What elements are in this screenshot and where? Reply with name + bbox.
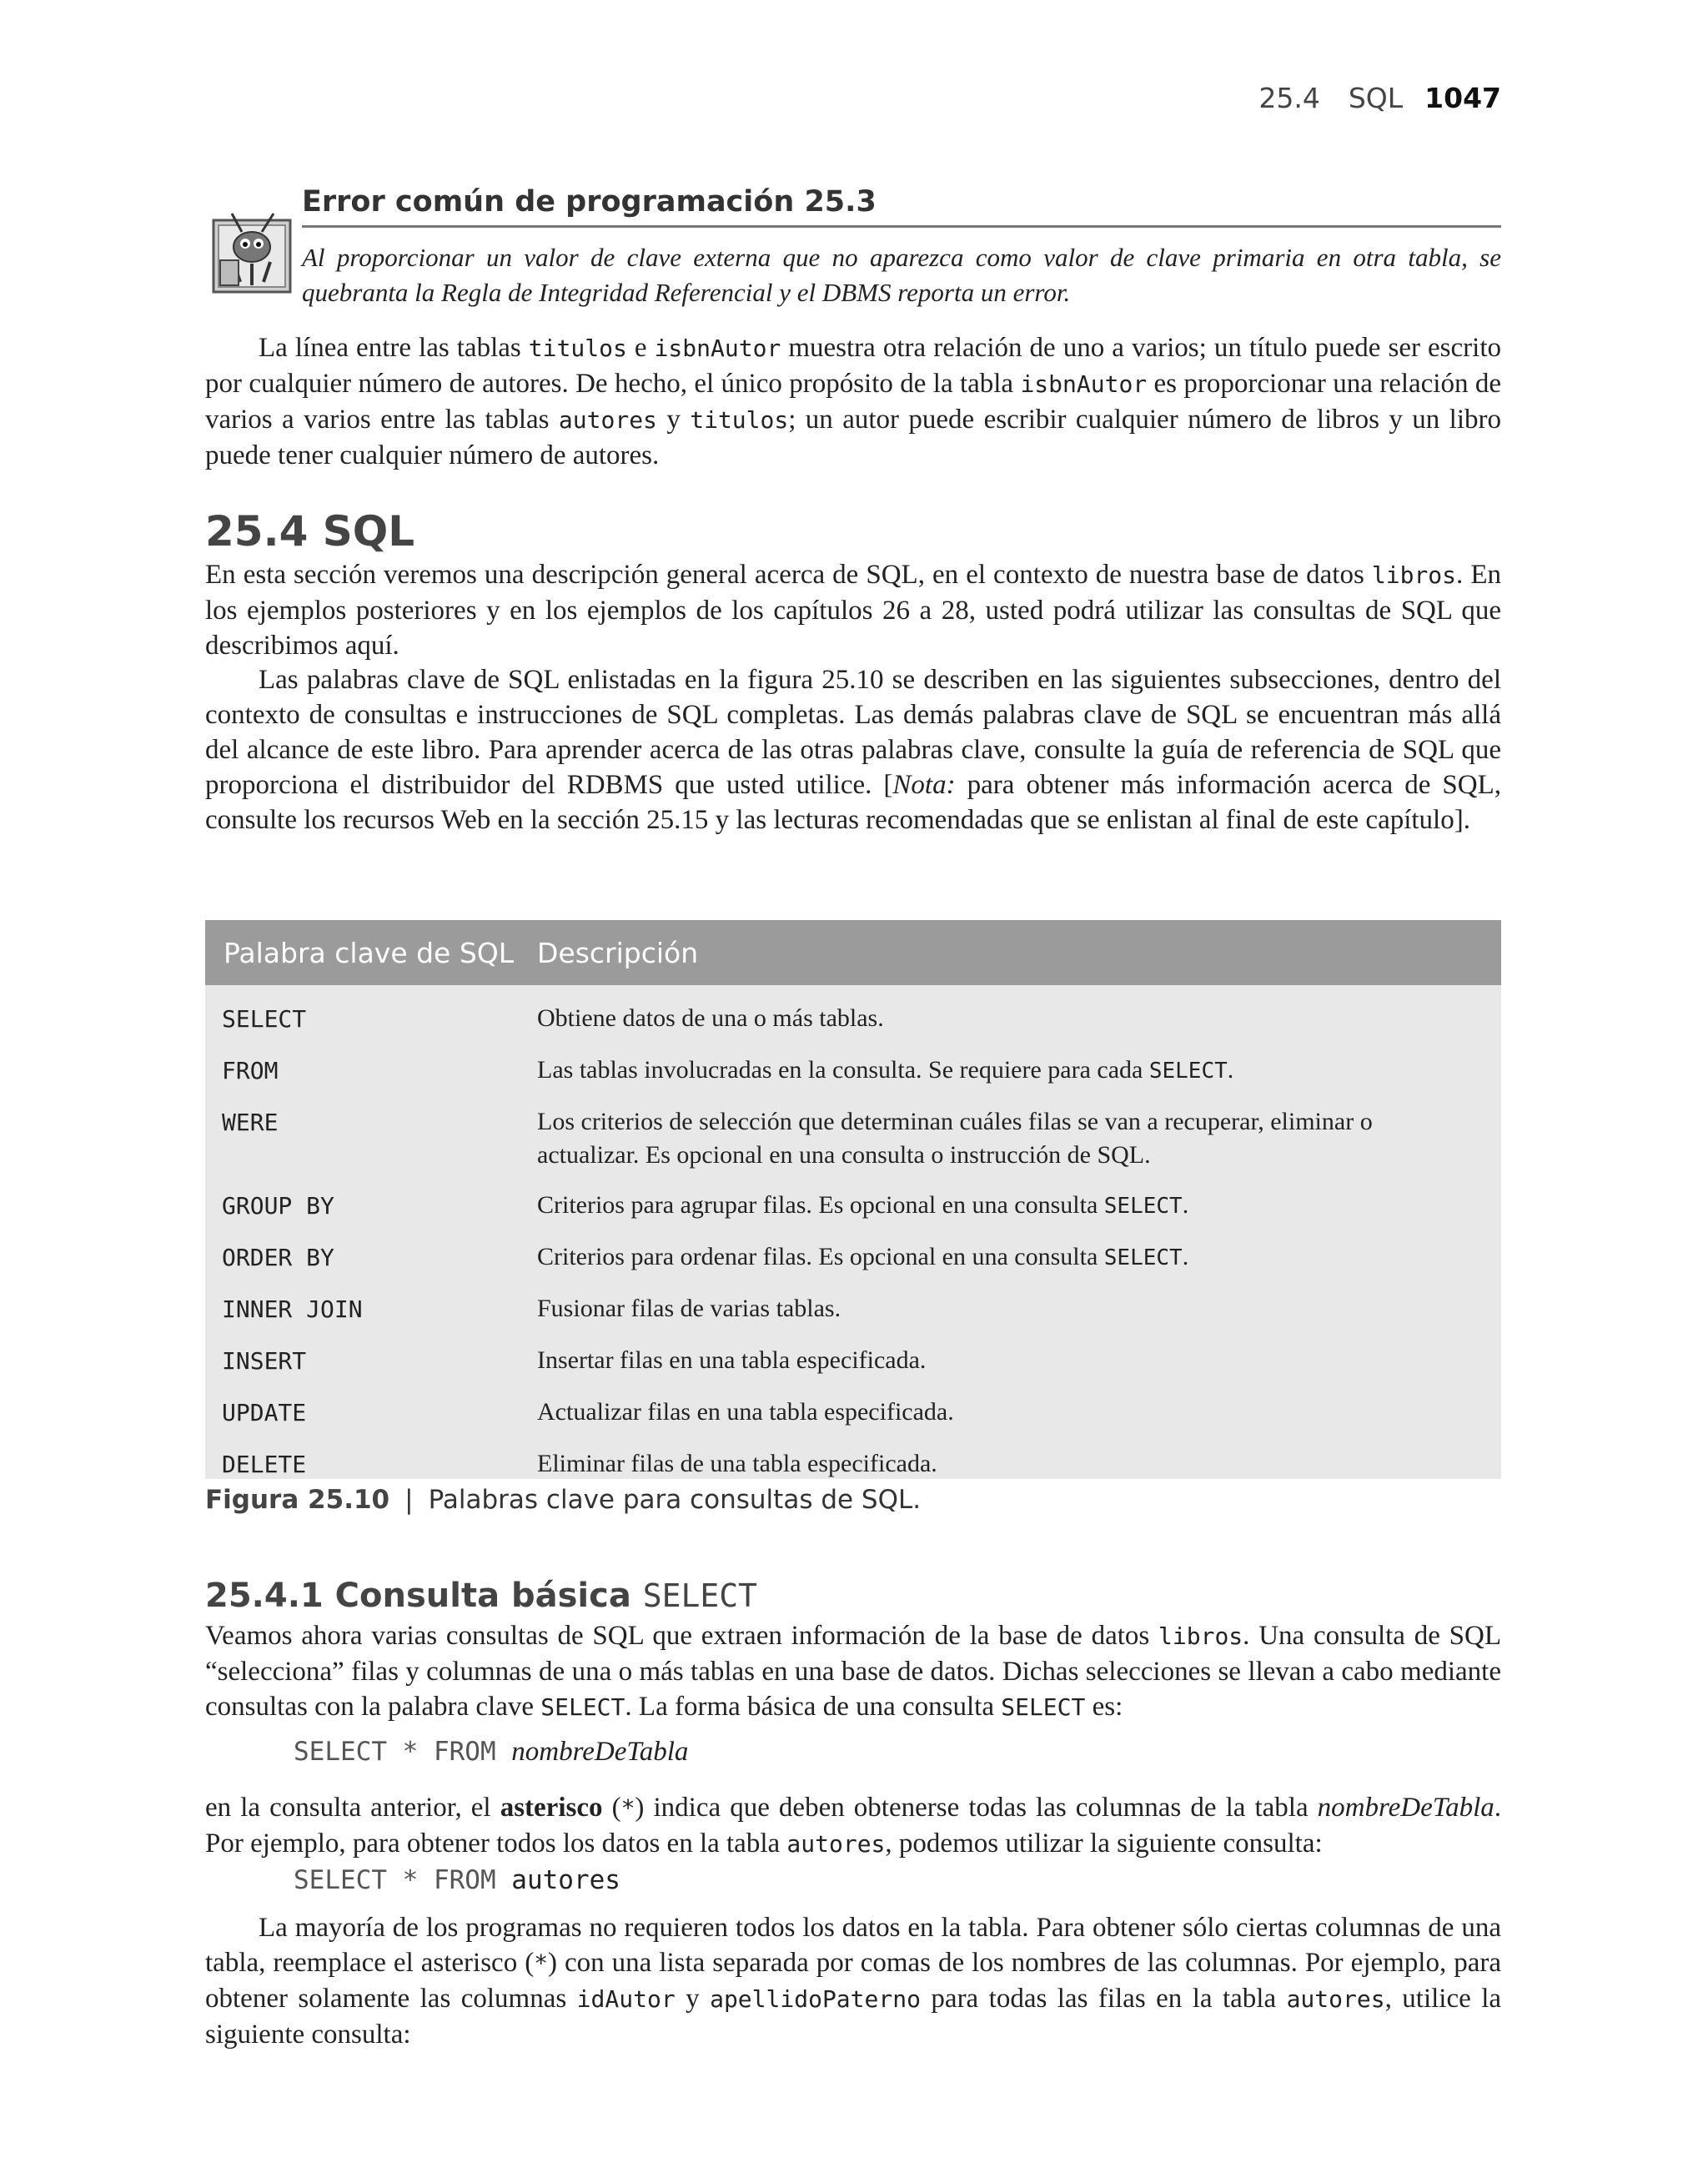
row-description: Eliminar filas de una tabla especificada.: [537, 1450, 937, 1477]
header-title: SQL: [1348, 82, 1404, 114]
code-example-2: SELECT * FROM autores: [294, 1865, 620, 1895]
code-autores: autores: [1286, 1985, 1385, 2013]
code-libros: libros: [1158, 1622, 1243, 1650]
row-keyword: FROM: [222, 1057, 279, 1084]
body-paragraph-1: La línea entre las tablas titulos e isbnAutor muestra otra relación de uno a varios; un título puede ser escrito por cualquier número de autores. De hecho, el único propósito de la tabla isbnAutor es proporcionar una relación de varios a varios entre las tablas autores y titulos; un autor puede escribir cualquier número de libros y un libro puede tener cualquier número de autores.: [205, 333, 1502, 470]
body-paragraph-6: La mayoría de los programas no requieren todos los datos en la tabla. Para obtener sólo ciertas columnas de una tabla, reemplace el asterisco (*) con una lista separada por comas de los nombres de las columnas. Por ejemplo, para obtener solamente las columnas idAutor y apellidoPaterno para todas las filas en la tabla autores, utilice la siguiente consulta:: [205, 1913, 1502, 2050]
code-libros: libros: [1371, 561, 1457, 589]
code-idautor: idAutor: [576, 1985, 676, 2013]
body-paragraph-3: Las palabras clave de SQL enlistadas en la figura 25.10 se describen en las siguientes subsecciones, dentro del contexto de consultas e instrucciones de SQL completas. Las demás palabras clave de SQL se encuentran más allá del alcance de este libro. Para aprender acerca de las otras palabras clave, consulte la guía de referencia de SQL que proporciona el distribuidor del RDBMS que usted utilice. [Nota: para obtener más información acerca de SQL, consulte los recursos Web en la sección 25.15 y las lecturas recomendadas que se enlistan al final de este capítulo].: [205, 665, 1501, 835]
section-heading: 25.4 SQL: [205, 507, 415, 556]
row-keyword: INNER JOIN: [222, 1295, 363, 1323]
row-keyword: SELECT: [222, 1005, 307, 1033]
code-example-1: SELECT * FROM nombreDeTabla: [294, 1737, 689, 1767]
sql-keyword-table: [205, 920, 1501, 1479]
body-paragraph-2: En esta sección veremos una descripción general acerca de SQL, en el contexto de nuestra base de datos libros. En los ejemplos posteriores y en los ejemplos de los capítulos 26 a 28, usted podrá utilizar las consultas de SQL que describimos aquí.: [205, 560, 1501, 661]
caption-separator: |: [404, 1485, 414, 1515]
row-description: Actualizar filas en una tabla especificada.: [537, 1398, 954, 1426]
code-isbnautor: isbnAutor: [1020, 370, 1148, 398]
row-description: Fusionar filas de varias tablas.: [537, 1295, 841, 1322]
running-header: [1258, 82, 1501, 114]
row-keyword: UPDATE: [222, 1399, 307, 1426]
nota-label: Nota:: [892, 770, 956, 800]
code-select: SELECT: [1001, 1693, 1086, 1721]
table-header: [205, 920, 1501, 985]
row-keyword: ORDER BY: [222, 1244, 334, 1271]
row-description: Los criterios de selección que determinan cuáles filas se van a recuperar, eliminar o actualizar. Es opcional en una consulta o instrucción de SQL.: [537, 1108, 1373, 1169]
body-paragraph-4: Veamos ahora varias consultas de SQL que extraen información de la base de datos libros. Una consulta de SQL “selecciona” filas y columnas de una o más tablas en una base de datos. Dichas selecciones se llevan a cabo mediante consultas con la palabra clave SELECT. La forma básica de una consulta SELECT es:: [205, 1621, 1501, 1722]
row-keyword: GROUP BY: [222, 1192, 334, 1220]
code-apellidopaterno: apellidoPaterno: [710, 1985, 921, 2013]
row-description: Las tablas involucradas en la consulta. Se requiere para cada SELECT.: [537, 1056, 1234, 1084]
code-select: SELECT: [540, 1693, 625, 1721]
row-keyword: DELETE: [222, 1451, 307, 1478]
row-description: Insertar filas en una tabla especificada.: [537, 1346, 927, 1374]
body-paragraph-5: en la consulta anterior, el asterisco (*) indica que deben obtenerse todas las columnas de la tabla nombreDeTabla. Por ejemplo, para obtener todos los datos en la tabla autores, podemos utilizar la siguiente consulta:: [205, 1793, 1501, 1859]
code-titulos: titulos: [528, 334, 627, 362]
row-description: Criterios para ordenar filas. Es opcional en una consulta SELECT.: [537, 1243, 1189, 1270]
row-description: Obtiene datos de una o más tablas.: [537, 1004, 884, 1032]
term-asterisco: asterisco: [500, 1793, 603, 1823]
code-autores: autores: [786, 1830, 886, 1858]
figure-caption-text: Palabras clave para consultas de SQL.: [428, 1485, 922, 1515]
error-text: Al proporcionar un valor de clave externa que no aparezca como valor de clave primaria en otra tabla, se quebranta la Regla de Integridad Referencial y el DBMS reporta un error.: [302, 243, 1501, 307]
header-section: 25.4: [1258, 82, 1320, 114]
bug-icon: [208, 205, 297, 297]
code-autores: autores: [558, 406, 657, 434]
subsection-heading: 25.4.1 Consulta básica SELECT: [205, 1577, 758, 1615]
error-title: Error común de programación 25.3: [302, 185, 1501, 228]
figure-label: Figura 25.10: [205, 1485, 390, 1515]
code-titulos: titulos: [690, 406, 789, 434]
code-isbnautor: isbnAutor: [654, 334, 781, 362]
row-keyword: INSERT: [222, 1347, 307, 1375]
row-keyword: WERE: [222, 1109, 279, 1136]
figure-caption: [205, 1485, 921, 1515]
header-description: Descripción: [537, 937, 699, 969]
row-description: Criterios para agrupar filas. Es opcional en una consulta SELECT.: [537, 1191, 1189, 1219]
page-number: 1047: [1424, 82, 1501, 114]
header-keyword: Palabra clave de SQL: [224, 937, 515, 969]
